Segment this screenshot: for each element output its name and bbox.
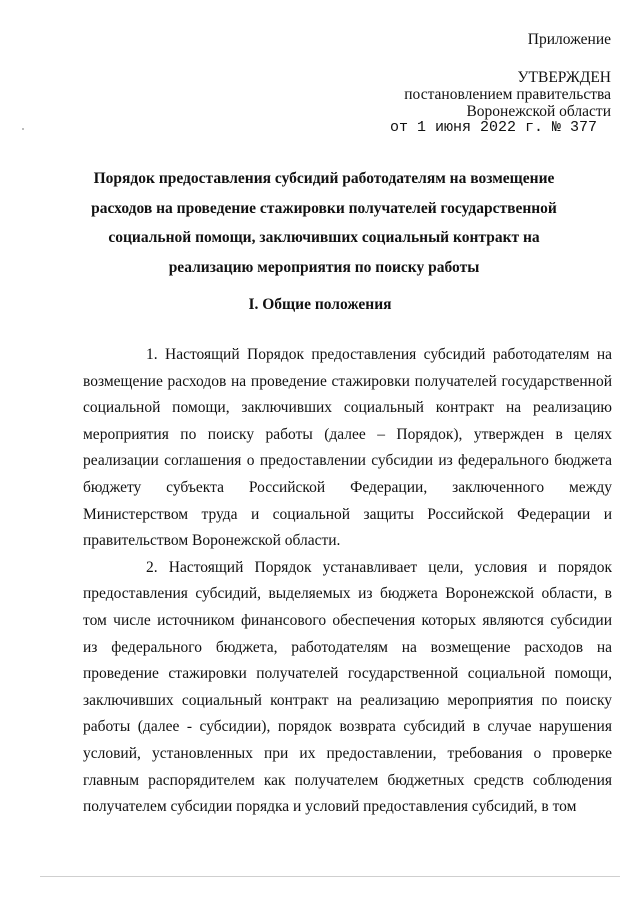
appendix-label: Приложение (527, 31, 611, 48)
date-number-line: от 1 июня 2022 г. № 377 (390, 119, 598, 136)
approved-label: УТВЕРЖДЕН (517, 69, 611, 86)
document-title: Порядок предоставления субсидий работодателям на возмещение расходов на проведение стажировки получателей государственной социальной помощи, заключивших социальный контракт на реализацию мероприятия по поиску работы (91, 170, 557, 276)
page-bottom-rule (40, 876, 620, 877)
region-line: Воронежской области (466, 103, 611, 120)
paragraph-1: 1. Настоящий Порядок предоставления субсидий работодателям на возмещение расходов на проведение стажировки получателей государственной социальной помощи, заключивших социальный контракт на реализацию мероприятия по поиску работы (далее – Порядок), утвержден в целях реализации соглашения о предоставлении субсидии из федерального бюджета бюджету субъекта Российской Федерации, заключенного между Министерством труда и социальной защиты Российской Федерации и правительством Воронежской области. (83, 346, 612, 550)
section-heading: I. Общие положения (248, 296, 392, 313)
paragraph-2: 2. Настоящий Порядок устанавливает цели, условия и порядок предоставления субсидий, выделяемых из бюджета Воронежской области, в том числе источником финансового обеспечения которых являются субсидии из федерального бюджета, работодателям на возмещение расходов на проведение стажировки получателей государственной социальной помощи, заключивших социальный контракт на реализацию мероприятия по поиску работы (далее - субсидии), порядок возврата субсидий в случае нарушения условий, установленных при их предоставлении, требования о проверке главным распорядителем как получателем бюджетных средств соблюдения получателем субсидии порядка и условий предоставления субсидий, в том (83, 558, 612, 816)
document-body (83, 342, 612, 821)
scan-artifact (22, 128, 24, 130)
decree-line: постановлением правительства (404, 86, 611, 103)
